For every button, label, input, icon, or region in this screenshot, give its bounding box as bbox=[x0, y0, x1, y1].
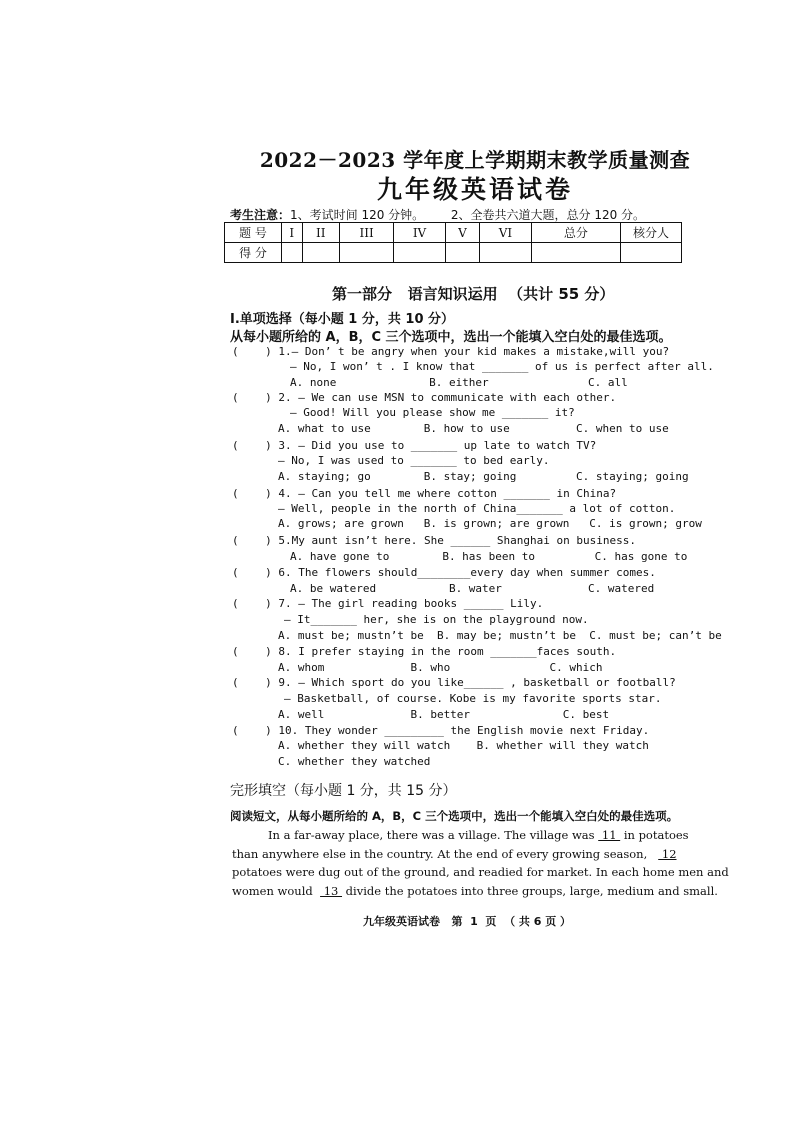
question-options: A. whom B. who C. which bbox=[278, 661, 603, 674]
section-two-instruction: 阅读短文，从每小题所给的 A，B，C 三个选项中，选出一个能填入空白处的最佳选项。 bbox=[230, 809, 679, 823]
question-stem: ( ) 4. — Can you tell me where cotton _______ in China? bbox=[232, 487, 617, 500]
question-stem-2: — No, I was used to _______ to bed early. bbox=[278, 454, 550, 467]
score-table-header-row bbox=[225, 223, 682, 243]
question-stem-2: — Basketball, of course. Kobe is my favorite sports star. bbox=[284, 692, 662, 705]
score-cell[interactable] bbox=[445, 243, 480, 263]
question-stem: ( ) 2. — We can use MSN to communicate with each other. bbox=[232, 391, 617, 404]
score-header-cell: 核分人 bbox=[621, 223, 682, 243]
question-stem: ( ) 9. — Which sport do you like______ , basketball or football? bbox=[232, 676, 676, 689]
question-stem-2: — It_______ her, she is on the playground now. bbox=[284, 613, 589, 626]
score-table-score-row bbox=[225, 243, 682, 263]
exam-title: 2022－2023 学年度上学期期末教学质量测查 bbox=[259, 148, 691, 172]
question-stem-2: — Good! Will you please show me _______ it? bbox=[290, 406, 575, 419]
notice-label: 考生注意： bbox=[230, 208, 291, 222]
question-options: A. must be; mustn’t be B. may be; mustn’t be C. must be; can’t be bbox=[278, 629, 722, 642]
score-header-cell: IV bbox=[394, 223, 445, 243]
section-one-title: I.单项选择（每小题 1 分，共 10 分） bbox=[230, 312, 455, 327]
score-header-cell: 题 号 bbox=[225, 223, 282, 243]
score-cell[interactable] bbox=[531, 243, 620, 263]
question-stem: ( ) 5.My aunt isn’t here. She ______ Shanghai on business. bbox=[232, 534, 636, 547]
score-cell[interactable] bbox=[621, 243, 682, 263]
question-stem: ( ) 1.— Don’ t be angry when your kid makes a mistake,will you? bbox=[232, 345, 670, 358]
score-cell[interactable] bbox=[480, 243, 531, 263]
question-stem: ( ) 10. They wonder _________ the English movie next Friday. bbox=[232, 724, 650, 737]
score-row-label: 得 分 bbox=[225, 243, 282, 263]
question-options: A. grows; are grown B. is grown; are grown C. is grown; grow bbox=[278, 517, 702, 530]
passage-line: than anywhere else in the country. At the end of every growing season, 12 bbox=[232, 847, 677, 861]
question-stem-2: A. whether they will watch B. whether will they watch bbox=[278, 739, 649, 752]
part-one-title: 第一部分 语言知识运用 （共计 55 分） bbox=[332, 285, 615, 303]
blank-13: 13 bbox=[320, 884, 343, 898]
page-footer: 九年级英语试卷 第 1 页 （ 共 6 页 ） bbox=[362, 915, 572, 928]
score-header-cell: III bbox=[339, 223, 393, 243]
exam-subtitle: 九年级英语试卷 bbox=[376, 175, 573, 204]
question-options: A. none B. either C. all bbox=[290, 376, 628, 389]
question-options: A. what to use B. how to use C. when to use bbox=[278, 422, 669, 435]
blank-12: 12 bbox=[658, 847, 677, 861]
passage-line: women would 13 divide the potatoes into three groups, large, medium and small. bbox=[232, 884, 718, 898]
question-stem-2: — No, I won’ t . I know that _______ of us is perfect after all. bbox=[290, 360, 714, 373]
score-cell[interactable] bbox=[302, 243, 339, 263]
score-header-cell: V bbox=[445, 223, 480, 243]
score-header-cell: 总分 bbox=[531, 223, 620, 243]
score-cell[interactable] bbox=[394, 243, 445, 263]
question-stem: ( ) 7. — The girl reading books ______ Lily. bbox=[232, 597, 544, 610]
score-header-cell: VI bbox=[480, 223, 531, 243]
question-options: A. staying; go B. stay; going C. staying; going bbox=[278, 470, 689, 483]
passage-line: In a far-away place, there was a village. The village was 11 in potatoes bbox=[268, 828, 689, 842]
score-header-cell: II bbox=[302, 223, 339, 243]
question-options: A. have gone to B. has been to C. has gone to bbox=[290, 550, 688, 563]
score-table bbox=[224, 222, 682, 263]
question-options: A. well B. better C. best bbox=[278, 708, 610, 721]
section-one-instruction: 从每小题所给的 A，B，C 三个选项中，选出一个能填入空白处的最佳选项。 bbox=[230, 330, 672, 345]
score-cell[interactable] bbox=[339, 243, 393, 263]
notice-time: 1、考试时间 120 分钟。 bbox=[290, 208, 425, 222]
question-stem: ( ) 6. The flowers should________every day when summer comes. bbox=[232, 566, 656, 579]
question-stem: ( ) 8. I prefer staying in the room _______faces south. bbox=[232, 645, 617, 658]
question-stem: ( ) 3. — Did you use to _______ up late to watch TV? bbox=[232, 439, 597, 452]
score-cell[interactable] bbox=[282, 243, 303, 263]
question-stem-2: — Well, people in the north of China_______ a lot of cotton. bbox=[278, 502, 676, 515]
exam-notice bbox=[230, 206, 645, 223]
section-two-title: 完形填空（每小题 1 分，共 15 分） bbox=[230, 783, 457, 799]
question-options: C. whether they watched bbox=[278, 755, 431, 768]
passage-line: potatoes were dug out of the ground, and readied for market. In each home men and bbox=[232, 865, 729, 879]
notice-score: 2、全卷共六道大题，总分 120 分。 bbox=[450, 208, 646, 222]
question-options: A. be watered B. water C. watered bbox=[290, 582, 655, 595]
blank-11: 11 bbox=[598, 828, 621, 842]
score-header-cell: I bbox=[282, 223, 303, 243]
